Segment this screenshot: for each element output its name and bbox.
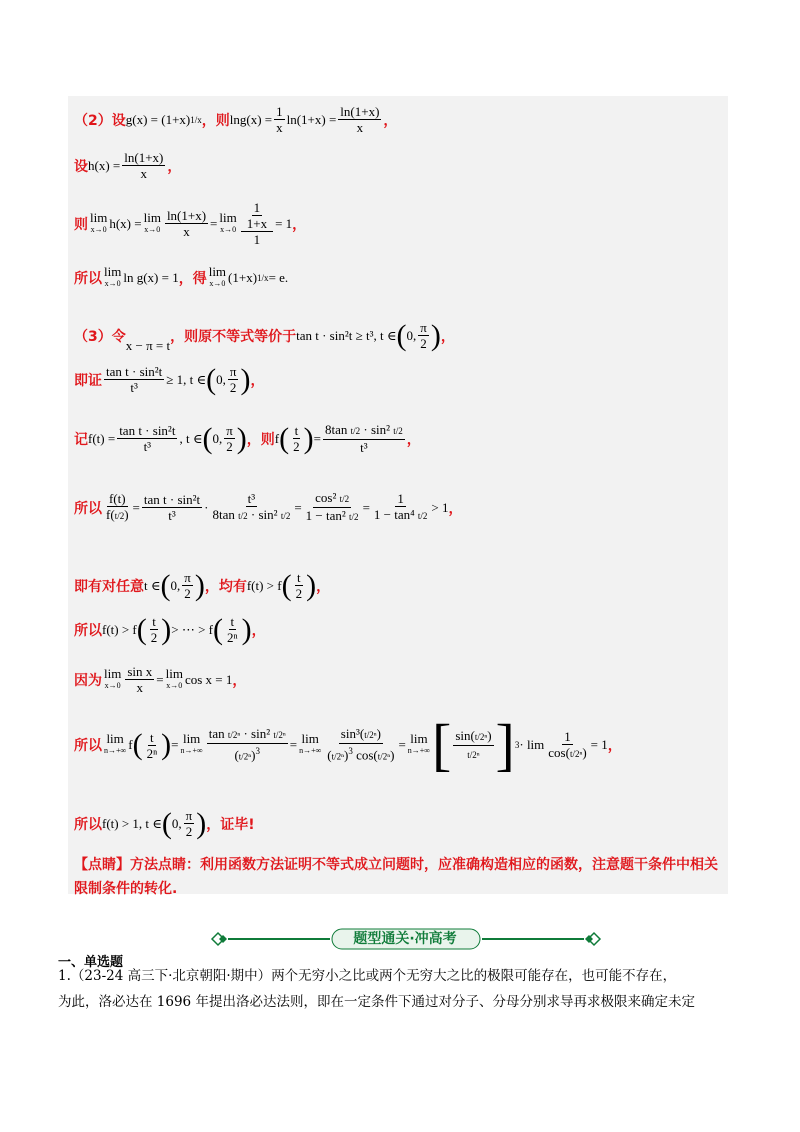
lhopital-fraction: $\frac{\frac{1}{1+x}}{1}$ bbox=[241, 200, 273, 247]
comment-line2: 限制条件的转化. bbox=[74, 881, 178, 897]
part3-label: （3）令 bbox=[74, 328, 126, 345]
part3-line8: 所以 lim n→+∞ f ( $\frac{t}{\text{2ⁿ}}$ ) = lim n→+∞ $\frac{\text{tan t/2ⁿ · sin² t/2ⁿ}}{(t/2^n)^3}$ = lim n→+∞ $\frac{\text{sin³(t/2ⁿ)}}{(t/2^n)^3 \cos(t/2^n)}$ = lim n→+∞ [ $\frac{\text{sin(t/2ⁿ)}}{\text{t/2ⁿ}}$ ] 3 · lim $\frac{1}{\text{cos(t/2ⁿ)}}$ = 1 ， bbox=[74, 712, 622, 777]
part2-line4: 所以 lim x→0 ln g(x) = 1 ，得 lim x→0 (1+x) 1/x = e . bbox=[74, 264, 289, 288]
comment-line1: 【点睛】 方法点睛：利用函数方法证明不等式成立问题时，应准确构造相应的函数，注意题干条件中相关 bbox=[74, 854, 718, 874]
part3-line1: （3）令 x − π = t ，则原不等式等价于 tan t · sin²t ≥ t³, t ∈ ( 0, $\frac{\pi}{2}$ ) ， bbox=[74, 318, 455, 353]
ln-over-x: $\frac{\ln(1+x)}{x}$ bbox=[340, 104, 380, 135]
then2-text: 则 bbox=[74, 216, 88, 233]
h-fraction: $\frac{\ln(1+x)}{x}$ bbox=[124, 150, 164, 181]
part3-line3: 记 f(t) = $\frac{\text{tan t · sin²t}}{\text{t³}}$ , t ∈ ( 0, $\frac{\pi}{2}$ ) ，则 f ( $\frac{t}{2}$ ) = $\frac{\text{8tan t/2 · sin² t/2}}{\text{t³}}$ ， bbox=[74, 421, 421, 455]
comment-tag: 【点睛】 bbox=[74, 857, 130, 873]
part3-line6: 所以 f(t) > f ( $\frac{t}{2}$ ) > ⋯ > f ( $\frac{t}{\text{2ⁿ}}$ ) ， bbox=[74, 612, 266, 646]
part3-line4: 所以 $\frac{f(t)}{f(t/2)}$ = $\frac{\text{tan t · sin²t}}{\text{t³}}$ · $\frac{\text{t³}}{\text{8tan t/2 · sin² t/2}}$ = $\frac{\text{cos² t/2}}{\text{1 − tan² t/2}}$ = $\frac{1}{\text{1 − tan⁴ t/2}}$ > 1 ， bbox=[74, 490, 463, 523]
limit-op: lim x→0 bbox=[90, 209, 108, 234]
part3-line2: 即证 $\frac{\text{tan t · sin²t}}{\text{t³}}$ ≥ 1, t ∈ ( 0, $\frac{\pi}{2}$ ) ， bbox=[74, 362, 265, 396]
let-h-text: 设 bbox=[74, 158, 88, 175]
h-definition: h(x) = bbox=[88, 157, 121, 173]
g-exponent: 1/x bbox=[190, 114, 202, 125]
part2-line3: 则 lim x→0 h(x) = lim x→0 $\frac{\ln(1+x)}{x}$ = lim x→0 $\frac{\frac{1}{1+x}}{1}$ = 1 ， bbox=[74, 200, 307, 247]
problem-line1: 1.（23-24 高三下·北京朝阳·期中）两个无穷小之比或两个无穷大之比的极限可能存在，也可能不存在， bbox=[58, 968, 677, 984]
diamond-left-icon bbox=[212, 933, 227, 945]
diamond-right-icon bbox=[585, 933, 600, 945]
section-title: 一、单选题 bbox=[58, 955, 124, 970]
part2-line2: 设 h(x) = $\frac{\ln(1+x)}{x}$ ， bbox=[74, 150, 182, 181]
part3-line5: 即有对任意 t ∈ ( 0, $\frac{\pi}{2}$ ) ，均有 f(t) > f ( $\frac{t}{2}$ ) ， bbox=[74, 568, 331, 602]
part2-label: （2）设 bbox=[74, 112, 126, 129]
part3-line7: 因为 lim x→0 $\frac{\text{sin x}}{x}$ = lim x→0 cos x = 1 ， bbox=[74, 664, 247, 695]
g-definition: g(x) = (1+x) bbox=[125, 111, 191, 127]
part3-line9: 所以 f(t) > 1, t ∈ ( 0, $\frac{\pi}{2}$ ) ，证毕! bbox=[74, 806, 255, 840]
banner-title: 题型通关·冲高考 bbox=[353, 931, 457, 947]
ln-factor: ln(1+x) = bbox=[286, 111, 337, 127]
one-over-x: $\frac{1}{x}$ bbox=[276, 104, 283, 135]
then-text: ，则 bbox=[201, 112, 230, 129]
lng-lhs: lng(x) = bbox=[229, 111, 273, 127]
problem-line2: 为此，洛必达在 1696 年提出洛必达法则，即在一定条件下通过对分子、分母分别求导再求极限来确定未定 bbox=[58, 994, 695, 1010]
part2-line1: （2）设 g(x) = (1+x) 1/x ，则 lng(x) = $\frac{1}{x}$ ln(1+x) = $\frac{\ln(1+x)}{x}$ ， bbox=[74, 104, 398, 135]
